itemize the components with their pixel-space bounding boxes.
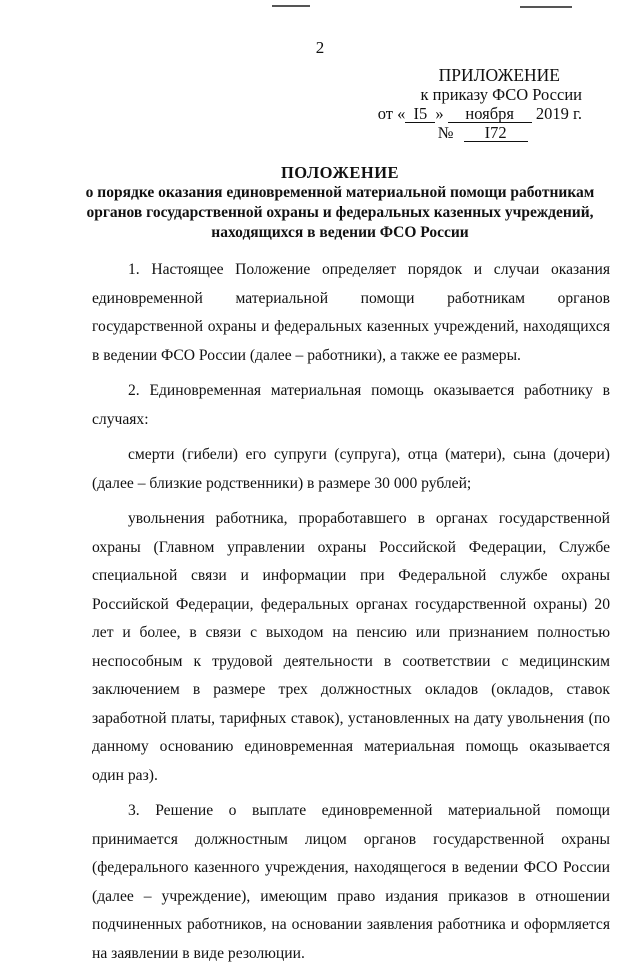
appendix-date-line [378, 104, 582, 123]
heading-line-3: находящихся в ведении ФСО России [211, 224, 469, 241]
paragraph-2-case-retirement: увольнения работника, проработавшего в органах государственной охраны (Главном управлении охраны Российской Федерации, Службе специальной связи и информации при Федеральной службе охраны Российской Федерации, федеральных органах государственной охраны) 20 лет и более, в связи с выходом на пенсию или признанием полностью неспособным к трудовой деятельности в соответствии с медицинским заключением в размере трех должностных окладов (окладов, ставок заработной платы, тарифных ставок), установленных на дату увольнения (по данному основанию единовременная материальная помощь оказывается один раз). [92, 510, 610, 784]
date-year: 2019 г. [535, 104, 582, 123]
date-day: I5 [405, 105, 435, 123]
heading-title: ПОЛОЖЕНИЕ [280, 163, 400, 182]
scan-artifact-line-right [520, 6, 572, 8]
appendix-block [378, 66, 582, 142]
date-mid: » [435, 104, 444, 123]
order-number: I72 [464, 124, 528, 142]
date-month: ноября [448, 105, 532, 123]
paragraph-1: 1. Настоящее Положение определяет порядок и случаи оказания единовременной материальной помощи работникам органов государственной охраны и федеральных казенных учреждений, находящихся в ведении ФСО России (далее – работники), а также ее размеры. [92, 261, 610, 364]
paragraph-2-case-death: смерти (гибели) его супруги (супруга), отца (матери), сына (дочери) (далее – близкие родственники) в размере 30 000 рублей; [92, 446, 610, 492]
heading-line-1: о порядке оказания единовременной материальной помощи работникам [85, 184, 595, 201]
scan-artifact-line-left [272, 5, 310, 7]
number-prefix: № [437, 123, 454, 142]
paragraph-3: 3. Решение о выплате единовременной материальной помощи принимается должностным лицом органов государственной охраны (федерального казенного учреждения, находящегося в ведении ФСО России (далее – учреждение), имеющим право издания приказов в отношении подчиненных работников, на основании заявления работника и оформляется на заявлении в виде резолюции. [92, 802, 610, 962]
appendix-order-line: к приказу ФСО России [420, 85, 582, 104]
paragraph-2: 2. Единовременная материальная помощь оказывается работнику в случаях: [92, 382, 610, 428]
heading-line-2: органов государственной охраны и федеральных казенных учреждений, [86, 204, 594, 221]
document-body [92, 256, 610, 975]
appendix-title: ПРИЛОЖЕНИЕ [438, 65, 560, 85]
page-number: 2 [315, 38, 325, 57]
document-heading [60, 163, 620, 243]
appendix-number-line [378, 123, 582, 142]
date-prefix: от « [377, 104, 406, 123]
